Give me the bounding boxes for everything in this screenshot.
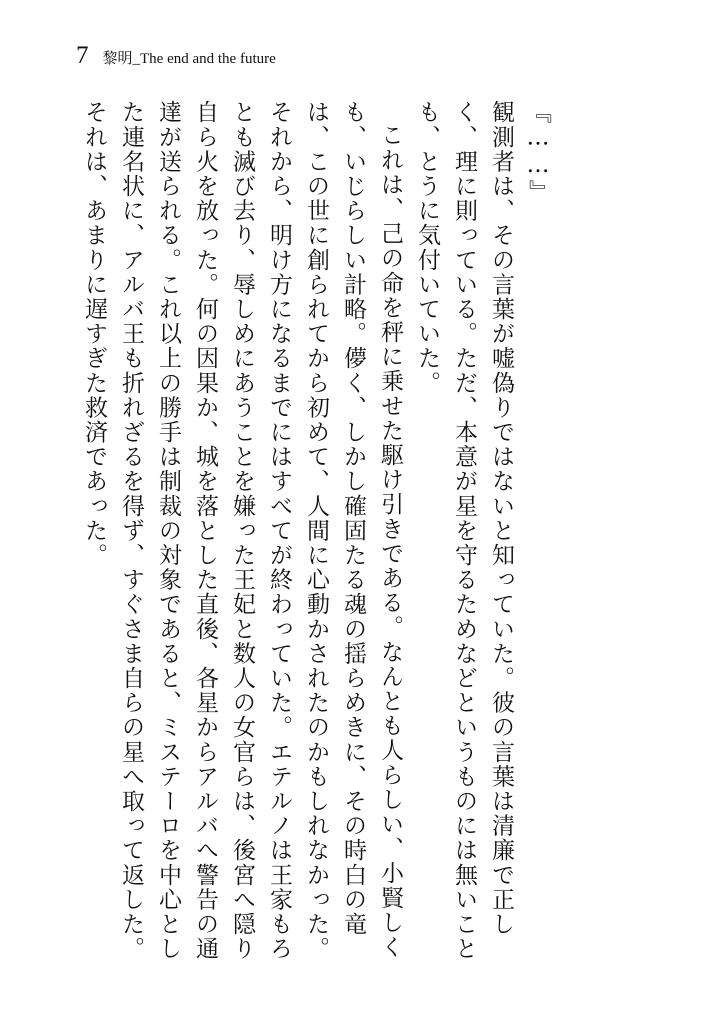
page-number: 7 <box>76 42 89 69</box>
vertical-text-body <box>81 100 556 980</box>
paragraph-conclusion: それは、あまりに遅すぎた救済であった。 <box>81 100 107 568</box>
paragraph-aftermath: それから、明け方になるまでにはすべてが終わっていた。エテルノは王家もろとも滅び去り、辱しめにあうことを嫌った王妃と数人の女官らは、後宮へ隠り自ら火を放った。何の因果か、城を落とした直後、各星からアルバへ警告の通達が送られる。これ以上の勝手は制裁の対象であると、ミステーロを中心とした連名状に、アルバ王も折れざるを得ず、すぐさま自らの星へ取って返した。 <box>118 100 292 961</box>
paragraph-dialogue: 『……』 <box>525 100 551 205</box>
paragraph-scheme: これは、己の命を秤に乗せた駆け引きである。なんとも人らしい、小賢しくも、いじらしい計略。儚く、しかし確固たる魂の揺らめきに、その時白の竜は、この世に創られてから初めて、人間に心動かされたのかもしれなかった。 <box>303 100 403 961</box>
page-header <box>76 42 276 72</box>
running-title: 黎明_The end and the future <box>102 51 276 67</box>
paragraph-observer: 観測者は、その言葉が嘘偽りではないと知っていた。彼の言葉は清廉で正しく、理に則っている。ただ、本意が星を守るためなどというものには無いことも、とうに気付いていた。 <box>414 100 514 961</box>
